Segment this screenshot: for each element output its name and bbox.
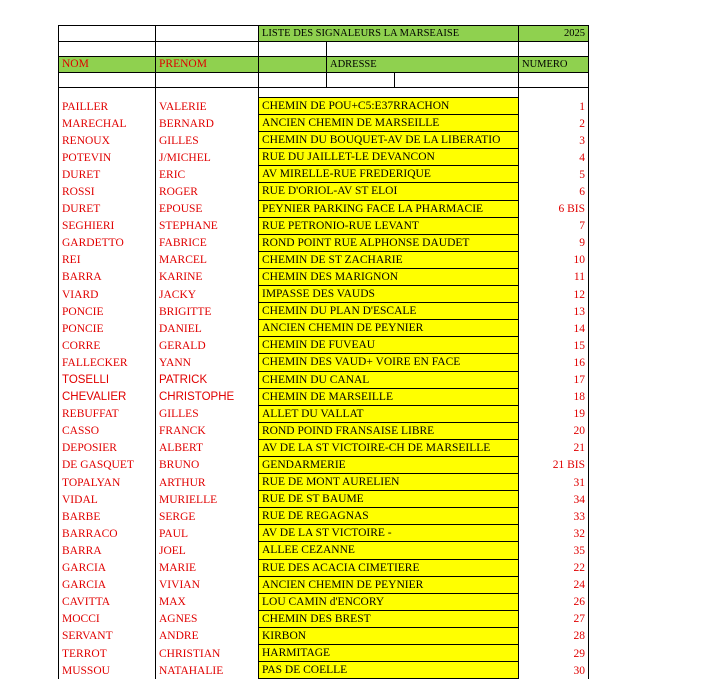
sheet-year[interactable]: 2025 bbox=[519, 26, 589, 42]
numero-cell[interactable]: 29 bbox=[519, 645, 589, 662]
nom-cell[interactable]: MOCCI bbox=[59, 610, 156, 627]
nom-cell[interactable]: GARCIA bbox=[59, 559, 156, 576]
table-row bbox=[59, 610, 589, 627]
adresse-cell[interactable]: RUE PETRONIO-RUE LEVANT bbox=[259, 217, 519, 234]
cell bbox=[156, 88, 259, 98]
numero-cell[interactable]: 21 BIS bbox=[519, 456, 589, 473]
spacer-row bbox=[59, 88, 589, 98]
signaleurs-table bbox=[58, 25, 589, 679]
cell[interactable] bbox=[156, 42, 259, 57]
adresse-cell[interactable]: AV DE LA ST VICTOIRE - bbox=[259, 525, 519, 542]
adresse-cell[interactable]: CHEMIN DU BOUQUET-AV DE LA LIBERATIO bbox=[259, 132, 519, 149]
table-row bbox=[59, 371, 589, 388]
adresse-cell[interactable]: RUE D'ORIOL-AV ST ELOI bbox=[259, 183, 519, 200]
prenom-cell[interactable]: YANN bbox=[156, 354, 259, 371]
adresse-cell[interactable]: ALLEE CEZANNE bbox=[259, 542, 519, 559]
nom-cell[interactable]: TOSELLI bbox=[59, 371, 156, 388]
cell bbox=[259, 88, 519, 98]
table-row bbox=[59, 234, 589, 251]
nom-cell[interactable]: BARRA bbox=[59, 542, 156, 559]
col-numero-header[interactable]: NUMERO bbox=[519, 57, 589, 73]
adresse-cell[interactable]: PEYNIER PARKING FACE LA PHARMACIE bbox=[259, 200, 519, 217]
numero-cell[interactable]: 15 bbox=[519, 337, 589, 354]
numero-cell[interactable]: 13 bbox=[519, 303, 589, 320]
table-row bbox=[59, 268, 589, 285]
numero-cell[interactable]: 34 bbox=[519, 491, 589, 508]
nom-cell[interactable]: DEPOSIER bbox=[59, 439, 156, 456]
cell[interactable] bbox=[395, 73, 519, 88]
numero-cell[interactable]: 19 bbox=[519, 405, 589, 422]
nom-cell[interactable]: RENOUX bbox=[59, 132, 156, 149]
adresse-cell[interactable]: GENDARMERIE bbox=[259, 456, 519, 473]
prenom-cell[interactable]: GILLES bbox=[156, 132, 259, 149]
table-row bbox=[59, 303, 589, 320]
cell[interactable] bbox=[327, 42, 519, 57]
col-prenom-header[interactable]: PRENOM bbox=[156, 57, 259, 73]
prenom-cell[interactable]: VIVIAN bbox=[156, 576, 259, 593]
numero-cell[interactable]: 12 bbox=[519, 286, 589, 303]
table-row bbox=[59, 474, 589, 491]
adresse-cell[interactable]: CHEMIN DE MARSEILLE bbox=[259, 388, 519, 405]
nom-cell[interactable]: ROSSI bbox=[59, 183, 156, 200]
prenom-cell[interactable]: KARINE bbox=[156, 268, 259, 285]
adresse-cell[interactable]: CHEMIN DES BREST bbox=[259, 610, 519, 627]
prenom-cell[interactable]: ANDRE bbox=[156, 627, 259, 644]
prenom-cell[interactable]: PAUL bbox=[156, 525, 259, 542]
prenom-cell[interactable]: BERNARD bbox=[156, 115, 259, 132]
col-nom-header[interactable]: NOM bbox=[59, 57, 156, 73]
table-row bbox=[59, 217, 589, 234]
nom-cell[interactable]: TERROT bbox=[59, 645, 156, 662]
table-row bbox=[59, 542, 589, 559]
table-row bbox=[59, 388, 589, 405]
numero-cell[interactable]: 9 bbox=[519, 234, 589, 251]
nom-cell[interactable]: BARRACO bbox=[59, 525, 156, 542]
numero-cell[interactable]: 18 bbox=[519, 388, 589, 405]
numero-cell[interactable]: 7 bbox=[519, 217, 589, 234]
adresse-cell[interactable]: ALLET DU VALLAT bbox=[259, 405, 519, 422]
prenom-cell[interactable]: NATAHALIE bbox=[156, 662, 259, 679]
table-row bbox=[59, 439, 589, 456]
adresse-cell[interactable]: RUE DE ST BAUME bbox=[259, 491, 519, 508]
adresse-cell[interactable]: AV MIRELLE-RUE FREDERIQUE bbox=[259, 166, 519, 183]
table-row bbox=[59, 593, 589, 610]
column-header-row bbox=[59, 57, 589, 73]
nom-cell[interactable]: DURET bbox=[59, 200, 156, 217]
table-row bbox=[59, 354, 589, 371]
cell[interactable] bbox=[59, 73, 156, 88]
adresse-cell[interactable]: CHEMIN DU CANAL bbox=[259, 371, 519, 388]
adresse-cell[interactable]: ANCIEN CHEMIN DE PEYNIER bbox=[259, 576, 519, 593]
nom-cell[interactable]: CORRE bbox=[59, 337, 156, 354]
table-row bbox=[59, 508, 589, 525]
numero-cell[interactable]: 10 bbox=[519, 251, 589, 268]
table-row bbox=[59, 98, 589, 115]
nom-cell[interactable]: GARCIA bbox=[59, 576, 156, 593]
numero-cell[interactable]: 16 bbox=[519, 354, 589, 371]
nom-cell[interactable]: DURET bbox=[59, 166, 156, 183]
adresse-cell[interactable]: KIRBON bbox=[259, 627, 519, 644]
table-row bbox=[59, 149, 589, 166]
nom-cell[interactable]: VIDAL bbox=[59, 491, 156, 508]
nom-cell[interactable]: BARBE bbox=[59, 508, 156, 525]
numero-cell[interactable]: 28 bbox=[519, 627, 589, 644]
adresse-cell[interactable]: CHEMIN DE FUVEAU bbox=[259, 337, 519, 354]
table-row bbox=[59, 132, 589, 149]
cell[interactable] bbox=[59, 26, 156, 42]
table-row bbox=[59, 183, 589, 200]
adresse-cell[interactable]: HARMITAGE bbox=[259, 645, 519, 662]
numero-cell[interactable]: 6 BIS bbox=[519, 200, 589, 217]
table-row bbox=[59, 337, 589, 354]
numero-cell[interactable]: 3 bbox=[519, 132, 589, 149]
numero-cell[interactable]: 14 bbox=[519, 320, 589, 337]
prenom-cell[interactable]: STEPHANE bbox=[156, 217, 259, 234]
adresse-cell[interactable]: ANCIEN CHEMIN DE PEYNIER bbox=[259, 320, 519, 337]
prenom-cell[interactable]: BRUNO bbox=[156, 456, 259, 473]
adresse-cell[interactable]: RUE DE MONT AURELIEN bbox=[259, 474, 519, 491]
nom-cell[interactable]: PONCIE bbox=[59, 320, 156, 337]
cell[interactable] bbox=[519, 42, 589, 57]
prenom-cell[interactable]: MARIE bbox=[156, 559, 259, 576]
table-row bbox=[59, 200, 589, 217]
table-row bbox=[59, 115, 589, 132]
nom-cell[interactable]: MUSSOU bbox=[59, 662, 156, 679]
numero-cell[interactable]: 17 bbox=[519, 371, 589, 388]
nom-cell[interactable]: POTEVIN bbox=[59, 149, 156, 166]
table-row bbox=[59, 662, 589, 679]
prenom-cell[interactable]: SERGE bbox=[156, 508, 259, 525]
prenom-cell[interactable]: GERALD bbox=[156, 337, 259, 354]
prenom-cell[interactable]: PATRICK bbox=[156, 371, 259, 388]
adresse-cell[interactable]: CHEMIN DES VAUD+ VOIRE EN FACE bbox=[259, 354, 519, 371]
nom-cell[interactable]: FALLECKER bbox=[59, 354, 156, 371]
nom-cell[interactable]: BARRA bbox=[59, 268, 156, 285]
table-row bbox=[59, 627, 589, 644]
prenom-cell[interactable]: CHRISTIAN bbox=[156, 645, 259, 662]
table-row bbox=[59, 405, 589, 422]
cell[interactable] bbox=[59, 42, 156, 57]
blank-row bbox=[59, 42, 589, 57]
cell[interactable] bbox=[519, 73, 589, 88]
numero-cell[interactable]: 6 bbox=[519, 183, 589, 200]
numero-cell[interactable]: 11 bbox=[519, 268, 589, 285]
prenom-cell[interactable]: JOEL bbox=[156, 542, 259, 559]
numero-cell[interactable]: 32 bbox=[519, 525, 589, 542]
prenom-cell[interactable]: ARTHUR bbox=[156, 474, 259, 491]
cell[interactable] bbox=[156, 26, 259, 42]
table-row bbox=[59, 576, 589, 593]
table-row bbox=[59, 422, 589, 439]
prenom-cell[interactable]: JACKY bbox=[156, 286, 259, 303]
nom-cell[interactable]: GARDETTO bbox=[59, 234, 156, 251]
adresse-cell[interactable]: RUE DU JAILLET-LE DEVANCON bbox=[259, 149, 519, 166]
data-rows bbox=[59, 98, 589, 679]
prenom-cell[interactable]: FABRICE bbox=[156, 234, 259, 251]
cell[interactable] bbox=[259, 73, 327, 88]
adresse-cell[interactable]: LOU CAMIN d'ENCORY bbox=[259, 593, 519, 610]
table-row bbox=[59, 525, 589, 542]
cell[interactable] bbox=[156, 73, 259, 88]
prenom-cell[interactable]: ROGER bbox=[156, 183, 259, 200]
adresse-cell[interactable]: PAS DE COELLE bbox=[259, 662, 519, 679]
col-adresse-header[interactable]: ADRESSE bbox=[327, 57, 519, 73]
adresse-cell[interactable]: ROND POIND FRANSAISE LIBRE bbox=[259, 422, 519, 439]
prenom-cell[interactable]: EPOUSE bbox=[156, 200, 259, 217]
table-row bbox=[59, 166, 589, 183]
adresse-cell[interactable]: RUE DES ACACIA CIMETIERE bbox=[259, 559, 519, 576]
table-row bbox=[59, 645, 589, 662]
cell[interactable] bbox=[259, 42, 327, 57]
nom-cell[interactable]: REI bbox=[59, 251, 156, 268]
cell bbox=[59, 88, 156, 98]
nom-cell[interactable]: CHEVALIER bbox=[59, 388, 156, 405]
cell[interactable] bbox=[259, 57, 327, 73]
adresse-cell[interactable]: CHEMIN DE POU+C5:E37RRACHON bbox=[259, 98, 519, 115]
numero-cell[interactable]: 24 bbox=[519, 576, 589, 593]
prenom-cell[interactable]: ALBERT bbox=[156, 439, 259, 456]
cell bbox=[519, 88, 589, 98]
prenom-cell[interactable]: DANIEL bbox=[156, 320, 259, 337]
numero-cell[interactable]: 22 bbox=[519, 559, 589, 576]
nom-cell[interactable]: SEGHIERI bbox=[59, 217, 156, 234]
cell[interactable] bbox=[327, 73, 395, 88]
adresse-cell[interactable]: CHEMIN DU PLAN D'ESCALE bbox=[259, 303, 519, 320]
nom-cell[interactable]: SERVANT bbox=[59, 627, 156, 644]
numero-cell[interactable]: 30 bbox=[519, 662, 589, 679]
prenom-cell[interactable]: AGNES bbox=[156, 610, 259, 627]
prenom-cell[interactable]: CHRISTOPHE bbox=[156, 388, 259, 405]
prenom-cell[interactable]: ERIC bbox=[156, 166, 259, 183]
numero-cell[interactable]: 31 bbox=[519, 474, 589, 491]
prenom-cell[interactable]: BRIGITTE bbox=[156, 303, 259, 320]
nom-cell[interactable]: PAILLER bbox=[59, 98, 156, 115]
numero-cell[interactable]: 20 bbox=[519, 422, 589, 439]
prenom-cell[interactable]: MAX bbox=[156, 593, 259, 610]
adresse-cell[interactable]: CHEMIN DE ST ZACHARIE bbox=[259, 251, 519, 268]
numero-cell[interactable]: 27 bbox=[519, 610, 589, 627]
nom-cell[interactable]: DE GASQUET bbox=[59, 456, 156, 473]
prenom-cell[interactable]: J/MICHEL bbox=[156, 149, 259, 166]
adresse-cell[interactable]: RUE DE REGAGNAS bbox=[259, 508, 519, 525]
table-row bbox=[59, 559, 589, 576]
numero-cell[interactable]: 1 bbox=[519, 98, 589, 115]
prenom-cell[interactable]: VALERIE bbox=[156, 98, 259, 115]
numero-cell[interactable]: 35 bbox=[519, 542, 589, 559]
numero-cell[interactable]: 26 bbox=[519, 593, 589, 610]
table-row bbox=[59, 251, 589, 268]
numero-cell[interactable]: 21 bbox=[519, 439, 589, 456]
blank-row-2 bbox=[59, 73, 589, 88]
table-row bbox=[59, 491, 589, 508]
adresse-cell[interactable]: ROND POINT RUE ALPHONSE DAUDET bbox=[259, 234, 519, 251]
table-row bbox=[59, 456, 589, 473]
numero-cell[interactable]: 33 bbox=[519, 508, 589, 525]
table-row bbox=[59, 286, 589, 303]
numero-cell[interactable]: 2 bbox=[519, 115, 589, 132]
prenom-cell[interactable]: FRANCK bbox=[156, 422, 259, 439]
nom-cell[interactable]: REBUFFAT bbox=[59, 405, 156, 422]
numero-cell[interactable]: 5 bbox=[519, 166, 589, 183]
prenom-cell[interactable]: GILLES bbox=[156, 405, 259, 422]
nom-cell[interactable]: VIARD bbox=[59, 286, 156, 303]
adresse-cell[interactable]: IMPASSE DES VAUDS bbox=[259, 286, 519, 303]
adresse-cell[interactable]: ANCIEN CHEMIN DE MARSEILLE bbox=[259, 115, 519, 132]
nom-cell[interactable]: PONCIE bbox=[59, 303, 156, 320]
table-row bbox=[59, 320, 589, 337]
adresse-cell[interactable]: CHEMIN DES MARIGNON bbox=[259, 268, 519, 285]
prenom-cell[interactable]: MARCEL bbox=[156, 251, 259, 268]
adresse-cell[interactable]: AV DE LA ST VICTOIRE-CH DE MARSEILLE bbox=[259, 439, 519, 456]
nom-cell[interactable]: MARECHAL bbox=[59, 115, 156, 132]
title-row bbox=[59, 26, 589, 42]
nom-cell[interactable]: CAVITTA bbox=[59, 593, 156, 610]
nom-cell[interactable]: TOPALYAN bbox=[59, 474, 156, 491]
sheet-title[interactable]: LISTE DES SIGNALEURS LA MARSEAISE bbox=[259, 26, 519, 42]
prenom-cell[interactable]: MURIELLE bbox=[156, 491, 259, 508]
numero-cell[interactable]: 4 bbox=[519, 149, 589, 166]
nom-cell[interactable]: CASSO bbox=[59, 422, 156, 439]
